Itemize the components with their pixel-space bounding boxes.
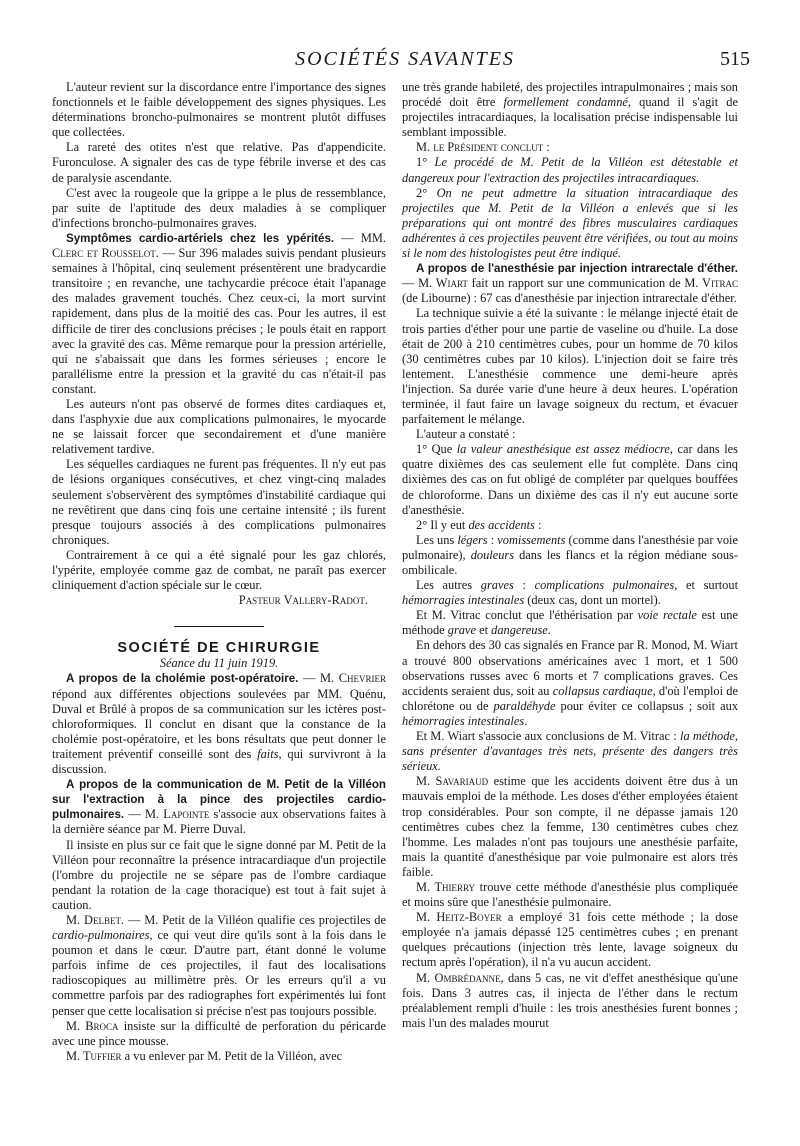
signature: Pasteur Vallery-Radot. bbox=[238, 593, 368, 608]
paragraph: Contrairement à ce qui a été signalé pour les gaz chlorés, l'ypérite, employée comme gaz de combat, ne paraît pas exercer cliniquement d'action spéciale sur le cœur. bbox=[52, 547, 386, 593]
paragraph: M. Thierry trouve cette méthode d'anesthésie plus compliquée et moins sûre que l'anesthésie pulmonaire. bbox=[402, 879, 739, 910]
paragraph: M. Savariaud estime que les accidents doivent être dus à un mauvais emploi de la méthode. Les doses d'éther employées étaient trop considérables. Pour son compte, il ne dépasse jamais 120 centimètres cubes chez la femme, 130 centimètres cubes chez l'homme. Les malades n'ont pas toujours une anesthésie parfaite, mais la quantité d'anesthésique par voie pulmonaire est alors très faible. bbox=[402, 774, 738, 879]
paragraph: La rareté des otites n'est que relative. Pas d'appendicite. Furonculose. A signaler des cas de type fébrile inverse et des cas de paralysie ascendante. bbox=[52, 140, 386, 185]
right-column bbox=[402, 80, 738, 1031]
author-name: M. Vitrac bbox=[684, 276, 738, 291]
author-name: M. Tuffier bbox=[66, 1048, 122, 1063]
author-name: M. Ombrédanne bbox=[416, 970, 501, 985]
paragraph: Il insiste en plus sur ce fait que le signe donné par M. Petit de la Villéon pour reconnaître la présence intracardiaque d'un projectile (l'ombre du projectile ne se sépare pas de l'ombre cardiaque pendant la rotation de la cage thoracique) est tout à fait sujet à caution. bbox=[52, 837, 386, 912]
paragraph: M. Ombrédanne, dans 5 cas, ne vit d'effet anesthésique qu'une fois. Dans 3 autres cas, il injecta de l'éther dans le rectum préalablement rempli d'huile : les trois anesthésies furent bonnes ; mais l'un des malades mourut bbox=[402, 970, 739, 1030]
abstract-heading: A propos de la communication de M. Petit de la Villéon sur l'extraction à la pince des projectiles cardio-pulmonaires. bbox=[52, 778, 386, 822]
author-name: M. Chevrier bbox=[320, 671, 386, 686]
paragraph: Les autres graves : complications pulmonaires, et surtout hémorragies intestinales (deux cas, dont un mortel). bbox=[402, 578, 739, 608]
page-number: 515 bbox=[720, 48, 750, 70]
author-name: M. Savariaud bbox=[416, 774, 489, 789]
abstract-clerc-rousselot: Symptômes cardio-artériels chez les ypérités. — MM. Clerc et Rousselot. — Sur 396 malades suivis pendant plusieurs semaines à l'hôpital, cinq seulement présentèrent une bradycardie transitoire ; en revanche, une tachycardie précoce était l'apanage des malades gravement touchés. Chez ceux-ci, la mort survint rapidement, dans plus de la moitié des cas. Pour les autres, il est difficile de tirer des conclusions précises ; le pouls était en rapport avec la gravité des cas. Même remarque pour la pression artérielle, qui ne s'abaissait que dans les formes sérieuses ; encore le parallélisme entre la pression et la gravité du cas n'était-il pas constant. bbox=[52, 230, 386, 396]
paragraph: Les uns légers : vomissements (comme dans l'anesthésie par voie pulmonaire), douleurs dans les flancs et la région médiane sous-ombilicale. bbox=[402, 532, 738, 577]
abstract-heading: Symptômes cardio-artériels chez les ypérités. bbox=[66, 231, 335, 245]
author-name: M. Wiart bbox=[418, 276, 468, 291]
paragraph: M. Tuffier a vu enlever par M. Petit de la Villéon, avec bbox=[66, 1048, 343, 1063]
paragraph: C'est avec la rougeole que la grippe a le plus de ressemblance, par suite de l'aptitude des deux maladies à se compliquer d'infections broncho-pulmonaires graves. bbox=[52, 185, 386, 230]
paragraph: 1° Que la valeur anesthésique est assez médiocre, car dans les quatre dixièmes des cas seulement elle fut complète. Dans cinq dixièmes des cas on fut obligé de compléter par quelques bouffées de chloroforme. Dans un dixième des cas il n'y eut aucune sorte d'anesthésie. bbox=[402, 442, 738, 517]
running-title: SOCIÉTÉS SAVANTES bbox=[295, 48, 515, 70]
author-name: M. Lapointe bbox=[144, 807, 210, 822]
paragraph: En dehors des 30 cas signalés en France par R. Monod, M. Wiart a trouvé 800 observations américaines avec 1 mort, et 1 500 observations russes avec 6 morts et 7 complications graves. Ces accidents seraient dus, soit au collapsus cardiaque, d'où l'emploi de chlorétone ou de paraldéhyde pour éviter ce collapsus ; soit aux hémorragies intestinales. bbox=[402, 638, 739, 728]
paragraph: 2° Il y eut des accidents : bbox=[416, 517, 542, 532]
paragraph: M. Broca insiste sur la difficulté de perforation du péricarde avec une pince mousse. bbox=[52, 1018, 386, 1048]
abstract-anesthesie: A propos de l'anesthésie par injection intrarectale d'éther. — M. Wiart fait un rapport sur une communication de M. Vitrac (de Libourne) : 67 cas d'anesthésie par injection intrarectale d'éther. bbox=[402, 262, 738, 306]
author-name: M. Broca bbox=[66, 1018, 119, 1033]
abstract-projectiles: A propos de la communication de M. Petit de la Villéon sur l'extraction à la pince des projectiles cardio-pulmonaires. — M. Lapointe s'associe aux observations faites à la dernière séance par M. Pierre Duval. bbox=[52, 778, 386, 837]
paragraph: La technique suivie a été la suivante : le mélange injecté était de trois parties d'éther pour une partie de vaseline ou d'huile. La dose était de 200 à 210 centimètres cubes, pour un homme de 70 kilos (30 centimètres cubes par 10 kilos). L'injection doit se faire très lentement. L'anesthésie commence une demi-heure après l'injection. Sa durée varie d'une heure à deux heures. L'opération terminée, il faut faire un lavage soigneux du rectum, et évacuer parfaitement le mélange. bbox=[402, 306, 738, 427]
paragraph: M. Heitz-Boyer a employé 31 fois cette méthode ; la dose employée n'a jamais dépassé 125 centimètres cubes ; en prenant quelques précautions (injection très lente, lavage soigneux du rectum après l'opération), il n'a vu aucun accident. bbox=[402, 910, 738, 970]
paragraph: Et M. Wiart s'associe aux conclusions de M. Vitrac : la méthode, sans présenter d'avantages très nets, présente des dangers très sérieux. bbox=[402, 729, 739, 774]
conclusion-item: 1° Le procédé de M. Petit de la Villéon est détestable et dangereux pour l'extraction des projectiles intracardiaques. bbox=[402, 155, 738, 185]
page-header bbox=[60, 48, 750, 74]
section-title: SOCIÉTÉ DE CHIRURGIE bbox=[117, 640, 321, 657]
paragraph: Les séquelles cardiaques ne furent pas fréquentes. Il n'y eut pas de lésions organiques consécutives, et chez vingt-cinq malades seulement s'observèrent des symptômes d'instabilité cardiaque qui ne revêtirent que dans cinq fois une certaine intensité ; ils furent presque toujours associés à des complications pulmonaires chroniques. bbox=[52, 457, 386, 547]
author-name: M. Heitz-Boyer bbox=[416, 910, 502, 925]
paragraph: L'auteur revient sur la discordance entre l'importance des signes fonctionnels et le faible développement des signes physiques. Les déterminations broncho-pulmonaires se montrent plutôt diffuses que collectées. bbox=[52, 80, 386, 140]
paragraph: L'auteur a constaté : bbox=[416, 427, 516, 442]
paragraph: M. le Président conclut : bbox=[416, 140, 550, 155]
abstract-heading: A propos de l'anesthésie par injection intrarectale d'éther. bbox=[416, 262, 738, 276]
left-column bbox=[52, 80, 386, 1064]
author-name: M. Delbet. bbox=[66, 912, 125, 927]
abstract-heading: A propos de la cholémie post-opératoire. bbox=[66, 672, 299, 686]
section-divider bbox=[174, 626, 264, 627]
author-names: MM. Clerc et Rousselot. bbox=[52, 230, 386, 261]
session-date: Séance du 11 juin 1919. bbox=[159, 656, 279, 671]
paragraph: Les auteurs n'ont pas observé de formes dites cardiaques et, dans l'asphyxie due aux complications pulmonaires, le myocarde ne se laissait forcer que secondairement et d'une manière relativement tardive. bbox=[52, 396, 386, 457]
conclusion-item: 2° On ne peut admettre la situation intracardiaque des projectiles que M. Petit de la Villéon a enlevés que si les préparations qui ont montré des fibres musculaires cardiaques adhérentes à ces projectiles peuvent être vérifiées, ou tout au moins si le nom des histologistes peut être indiqué. bbox=[402, 185, 738, 261]
author-name: M. Thierry bbox=[416, 879, 476, 894]
abstract-cholemie: A propos de la cholémie post-opératoire. — M. Chevrier répond aux différentes objections soulevées par MM. Quénu, Duval et Brûlé à propos de sa communication sur les ictères post-chloroformiques. Il conclut en disant que la constance de la cholémie post-opératoire, et les bons résultats que peut donner le traitement préventif conseillé sont des faits, qui survivront à la discussion. bbox=[52, 671, 386, 777]
paragraph: Et M. Vitrac conclut que l'éthérisation par voie rectale est une méthode grave et dangereuse. bbox=[402, 608, 738, 638]
paragraph: M. Delbet. — M. Petit de la Villéon qualifie ces projectiles de cardio-pulmonaires, ce qui veut dire qu'ils sont à la fois dans le poumon et dans le cœur. D'autre part, étant donné le volume parfois infime de ces projectiles, il faut des localisations radioscopiques au millimètre près. Or les erreurs qu'il a vu commettre parfois par des radiographes fort expérimentés lui font penser que cette localisation si précise n'est pas toujours possible. bbox=[52, 912, 386, 1018]
paragraph: une très grande habileté, des projectiles intrapulmonaires ; mais son procédé doit être formellement condamné, quand il s'agit de projectiles intracardiaques, la localisation précise indispensable lui semblant impossible. bbox=[402, 80, 738, 140]
